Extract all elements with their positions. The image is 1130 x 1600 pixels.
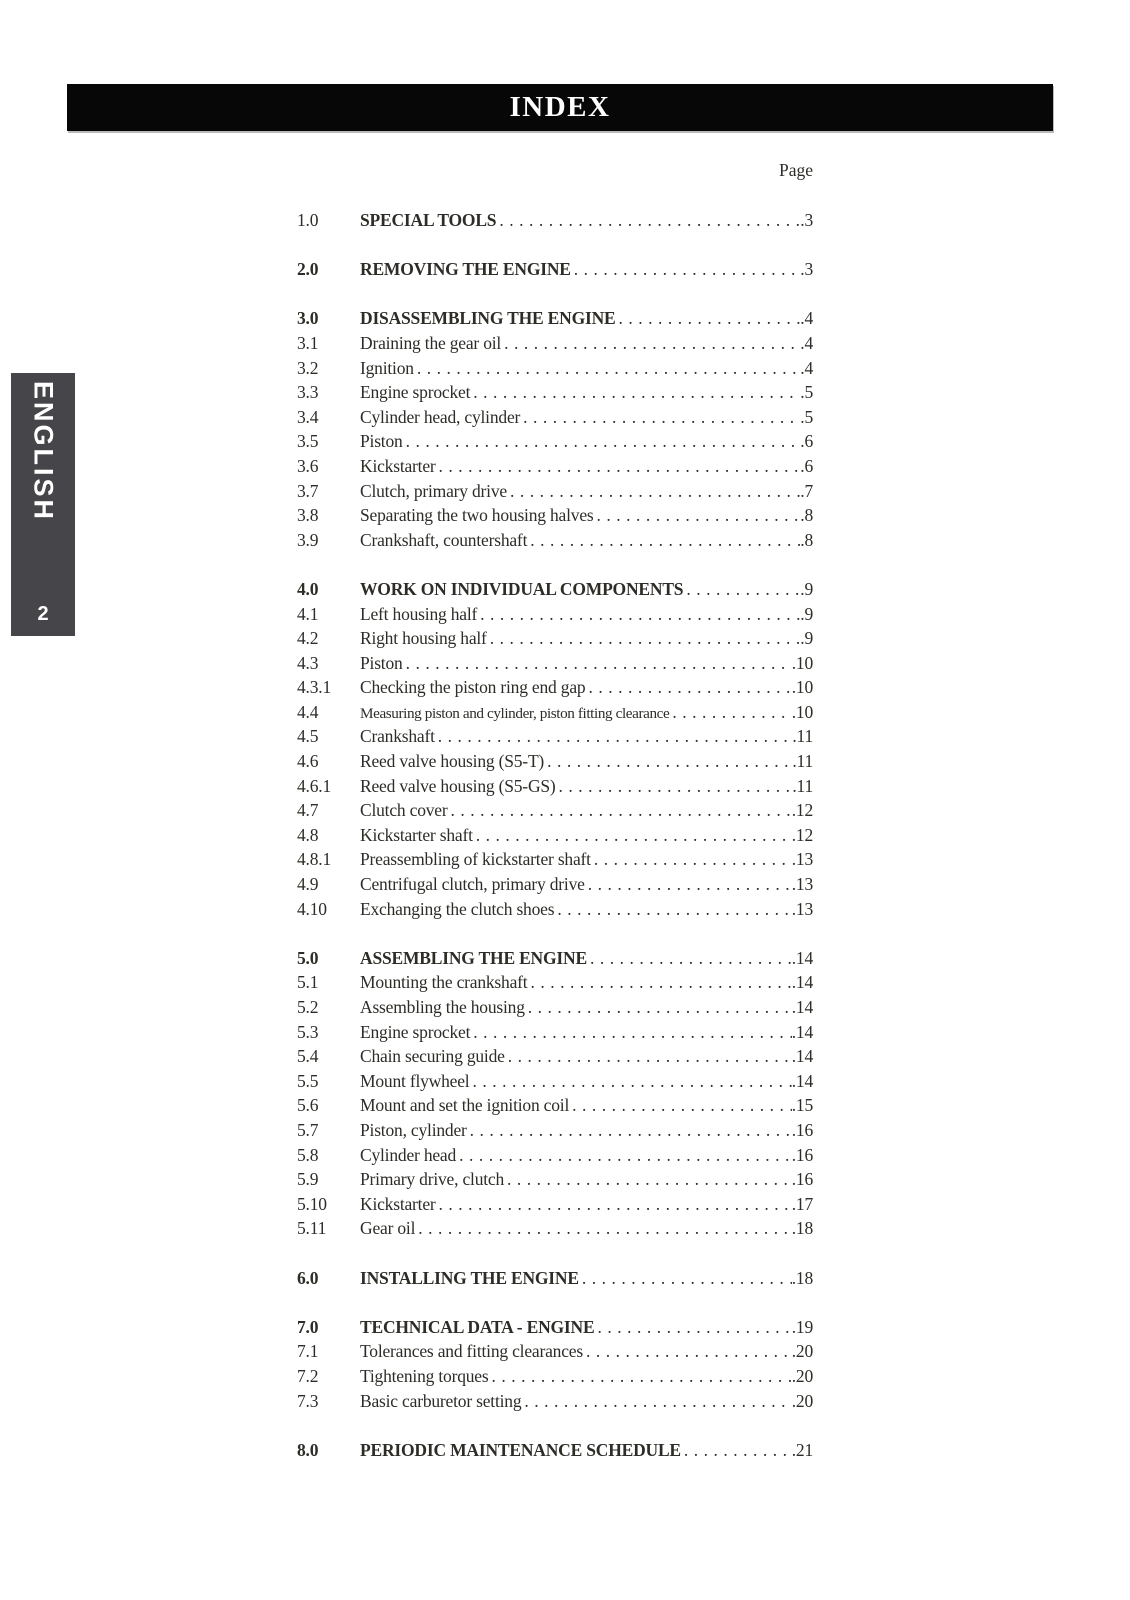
toc-entry-title: Crankshaft <box>360 726 435 747</box>
toc-row <box>297 651 813 676</box>
toc-entry-title: Piston, cylinder <box>360 1119 467 1140</box>
toc-entry-title: Checking the piston ring end gap <box>360 677 586 698</box>
toc-entry-page: . 16 <box>792 1143 813 1168</box>
toc-entry-title: Exchanging the clutch shoes <box>360 898 555 919</box>
toc-entry-number: 7.2 <box>297 1365 319 1386</box>
toc-entry-number: 5.7 <box>297 1119 319 1140</box>
dot-leader <box>510 479 800 504</box>
toc-row <box>297 872 813 897</box>
toc-entry-number: 4.5 <box>297 726 319 747</box>
toc-row <box>297 675 813 700</box>
dot-leader <box>597 1315 791 1340</box>
dot-leader <box>588 872 792 897</box>
toc-entry-number: 2.0 <box>297 259 319 280</box>
dot-leader <box>480 602 800 627</box>
toc-entry-number: 5.3 <box>297 1021 319 1042</box>
toc-entry-title: Kickstarter <box>360 1193 436 1214</box>
toc-row <box>297 479 813 504</box>
toc-row <box>297 724 813 749</box>
toc-row <box>297 970 813 995</box>
toc-entry-number: 4.7 <box>297 800 319 821</box>
toc-entry-page: . 18 <box>792 1266 813 1291</box>
toc-row <box>297 356 813 381</box>
toc-row <box>297 257 813 282</box>
toc-row <box>297 306 813 331</box>
toc-row <box>297 1438 813 1463</box>
toc-row <box>297 208 813 233</box>
dot-leader <box>417 356 800 381</box>
dot-leader <box>586 1339 792 1364</box>
toc-group <box>297 257 813 282</box>
toc-entry-title: Piston <box>360 431 403 452</box>
toc-entry-title: Assembling the housing <box>360 997 525 1017</box>
toc-entry-page: . 14 <box>792 970 813 995</box>
toc-entry-page: . 16 <box>792 1167 813 1192</box>
toc-entry-title: Tightening torques <box>360 1365 489 1386</box>
toc-entry-number: 4.6 <box>297 751 319 772</box>
dot-leader <box>472 1069 791 1094</box>
toc-entry-number: 5.1 <box>297 972 319 993</box>
dot-leader <box>686 577 800 602</box>
toc-entry-title: REMOVING THE ENGINE <box>360 259 571 280</box>
toc-group <box>297 1266 813 1291</box>
toc-entry-title: Centrifugal clutch, primary drive <box>360 874 585 895</box>
toc-entry-page: . 11 <box>792 749 813 774</box>
toc-entry-title: PERIODIC MAINTENANCE SCHEDULE <box>360 1439 681 1460</box>
toc-entry-number: 4.9 <box>297 874 319 895</box>
toc-row <box>297 1143 813 1168</box>
toc-entry-number: 3.4 <box>297 406 319 427</box>
toc-row <box>297 798 813 823</box>
toc-entry-number: 5.4 <box>297 1046 319 1067</box>
toc-row <box>297 847 813 872</box>
toc-entry-title: Gear oil <box>360 1218 416 1239</box>
toc-row <box>297 380 813 405</box>
dot-leader <box>507 1167 792 1192</box>
dot-leader <box>619 306 801 331</box>
toc-row <box>297 1069 813 1094</box>
toc-entry-page: . 13 <box>792 897 813 922</box>
language-tab-label: ENGLISH <box>28 381 59 523</box>
toc-row <box>297 1389 813 1414</box>
toc-entry-number: 3.1 <box>297 332 319 353</box>
toc-entry-page: . 4 <box>800 331 813 356</box>
toc-entry-number: 3.8 <box>297 505 319 526</box>
toc-entry-title: Cylinder head <box>360 1144 457 1165</box>
toc-entry-page: . 6 <box>800 454 813 479</box>
toc-row <box>297 1044 813 1069</box>
toc-entry-page: . 9 <box>800 577 813 602</box>
dot-leader <box>439 454 801 479</box>
toc-entry-title: Kickstarter <box>360 455 436 476</box>
toc-entry-number: 5.8 <box>297 1144 319 1165</box>
toc-entry-page: . 20 <box>792 1339 813 1364</box>
toc-row <box>297 1339 813 1364</box>
dot-leader <box>582 1266 792 1291</box>
toc-row <box>297 1216 813 1241</box>
toc-entry-page: . 14 <box>792 946 813 971</box>
toc-entry-page: . 10 <box>792 700 813 725</box>
toc-entry-title: Mount flywheel <box>360 1070 470 1091</box>
toc-entry-number: 5.0 <box>297 947 319 968</box>
toc-entry-title: TECHNICAL DATA - ENGINE <box>360 1316 595 1337</box>
index-title-bar <box>67 84 1053 131</box>
toc-entry-page: . 3 <box>800 257 813 282</box>
toc-entry-number: 4.1 <box>297 603 319 624</box>
toc-entry-page: . 13 <box>792 872 813 897</box>
toc-row <box>297 528 813 553</box>
toc-entry-number: 4.3.1 <box>297 677 332 698</box>
dot-leader <box>557 897 791 922</box>
dot-leader <box>594 847 792 872</box>
toc-entry-page: . 19 <box>792 1315 813 1340</box>
dot-leader <box>530 970 791 995</box>
toc-entry-page: . 11 <box>792 724 813 749</box>
toc-entry-title: SPECIAL TOOLS <box>360 210 497 230</box>
dot-leader <box>451 798 792 823</box>
toc-entry-page: . 8 <box>800 503 813 528</box>
toc-entry-page: . 18 <box>792 1216 813 1241</box>
language-tab-page-number: 2 <box>37 603 49 625</box>
dot-leader <box>406 429 801 454</box>
toc-entry-title: WORK ON INDIVIDUAL COMPONENTS <box>360 578 684 599</box>
toc-group <box>297 577 813 921</box>
toc-row <box>297 774 813 799</box>
dot-leader <box>524 1389 791 1414</box>
toc-entry-title: DISASSEMBLING THE ENGINE <box>360 308 616 329</box>
toc-entry-number: 4.3 <box>297 652 319 673</box>
toc-row <box>297 577 813 602</box>
toc-entry-title: Basic carburetor setting <box>360 1390 522 1411</box>
toc-entry-title: Clutch, primary drive <box>360 480 507 501</box>
toc-row <box>297 405 813 430</box>
dot-leader <box>530 528 800 553</box>
toc-entry-number: 7.0 <box>297 1316 319 1337</box>
toc-entry-page: . 4 <box>800 356 813 381</box>
dot-leader <box>473 1020 791 1045</box>
dot-leader <box>547 749 792 774</box>
toc-entry-title: Right housing half <box>360 628 487 649</box>
dot-leader <box>523 405 800 430</box>
toc-row <box>297 602 813 627</box>
dot-leader <box>684 1438 792 1463</box>
toc-entry-number: 5.2 <box>297 997 319 1017</box>
toc-entry-page: . 10 <box>792 675 813 700</box>
toc-entry-page: . 14 <box>792 995 813 1020</box>
dot-leader <box>438 724 793 749</box>
toc-entry-page: . 16 <box>792 1118 813 1143</box>
toc-entry-number: 8.0 <box>297 1439 319 1460</box>
toc-entry-number: 3.9 <box>297 529 319 550</box>
toc-entry-number: 4.8.1 <box>297 849 332 870</box>
dot-leader <box>590 946 792 971</box>
toc-row <box>297 749 813 774</box>
toc-entry-title: Mounting the crankshaft <box>360 972 528 993</box>
toc-row <box>297 823 813 848</box>
toc-entry-number: 4.2 <box>297 628 319 649</box>
dot-leader <box>672 700 791 725</box>
toc-entry-title: Kickstarter shaft <box>360 824 473 845</box>
dot-leader <box>508 1044 792 1069</box>
toc-entry-number: 4.6.1 <box>297 775 332 796</box>
dot-leader <box>504 331 800 356</box>
toc-entry-page: . 9 <box>800 602 813 627</box>
toc-entry-page: . 20 <box>792 1364 813 1389</box>
toc-entry-page: . 5 <box>800 380 813 405</box>
toc-row <box>297 503 813 528</box>
page-column-label: Page <box>778 160 813 180</box>
toc-entry-number: 1.0 <box>297 210 319 230</box>
toc-entry-title: Ignition <box>360 357 414 378</box>
dot-leader <box>574 257 800 282</box>
toc-group <box>297 1315 813 1413</box>
toc-row <box>297 897 813 922</box>
dot-leader <box>459 1143 792 1168</box>
toc-entry-title: Piston <box>360 652 403 673</box>
toc-entry-title: Reed valve housing (S5-GS) <box>360 775 556 796</box>
language-tab <box>11 373 75 636</box>
toc-group <box>297 306 813 552</box>
toc-entry-page: . 12 <box>792 823 813 848</box>
toc-entry-page: . 17 <box>792 1192 813 1217</box>
toc-entry-number: 5.6 <box>297 1095 319 1116</box>
toc-row <box>297 1118 813 1143</box>
toc-entry-number: 5.10 <box>297 1193 327 1214</box>
toc-row <box>297 1364 813 1389</box>
toc-entry-page: . 5 <box>800 405 813 430</box>
toc-entry-page: . 15 <box>792 1093 813 1118</box>
dot-leader <box>597 503 801 528</box>
toc-entry-page: . 6 <box>800 429 813 454</box>
toc-entry-number: 7.1 <box>297 1341 319 1362</box>
toc-row <box>297 995 813 1020</box>
dot-leader <box>476 823 792 848</box>
toc-entry-page: . 8 <box>800 528 813 553</box>
toc-entry-number: 4.10 <box>297 898 327 919</box>
toc-entry-page: . 4 <box>800 306 813 331</box>
toc <box>297 208 813 1487</box>
toc-row <box>297 454 813 479</box>
toc-row <box>297 1315 813 1340</box>
toc-entry-title: Draining the gear oil <box>360 332 502 353</box>
toc-entry-title: Mount and set the ignition coil <box>360 1095 570 1116</box>
toc-entry-number: 6.0 <box>297 1267 319 1288</box>
dot-leader <box>528 995 792 1020</box>
toc-entry-number: 5.9 <box>297 1169 319 1190</box>
toc-row <box>297 1020 813 1045</box>
page-title: INDEX <box>509 91 611 123</box>
dot-leader <box>406 651 792 676</box>
dot-leader <box>499 208 800 233</box>
toc-entry-number: 5.5 <box>297 1070 319 1091</box>
toc-entry-title: Primary drive, clutch <box>360 1169 505 1190</box>
toc-entry-number: 3.5 <box>297 431 319 452</box>
toc-entry-number: 7.3 <box>297 1390 319 1411</box>
toc-entry-number: 3.7 <box>297 480 319 501</box>
toc-row <box>297 1266 813 1291</box>
toc-entry-page: . 10 <box>792 651 813 676</box>
toc-row <box>297 626 813 651</box>
toc-group <box>297 1438 813 1463</box>
dot-leader <box>490 626 801 651</box>
toc-entry-page: . 21 <box>792 1438 813 1463</box>
toc-group <box>297 946 813 1241</box>
toc-row <box>297 429 813 454</box>
toc-entry-title: Engine sprocket <box>360 382 471 403</box>
toc-entry-title: INSTALLING THE ENGINE <box>360 1267 579 1288</box>
toc-entry-title: Preassembling of kickstarter shaft <box>360 849 591 870</box>
toc-entry-title: Separating the two housing halves <box>360 505 594 526</box>
toc-row <box>297 1167 813 1192</box>
toc-entry-title: Clutch cover <box>360 800 448 821</box>
toc-entry-title: Left housing half <box>360 603 478 624</box>
toc-entry-page: . 9 <box>800 626 813 651</box>
toc-entry-number: 3.6 <box>297 455 319 476</box>
toc-entry-page: . 7 <box>800 479 813 504</box>
toc-entry-title: ASSEMBLING THE ENGINE <box>360 947 587 968</box>
toc-entry-number: 3.0 <box>297 308 319 329</box>
toc-row <box>297 331 813 356</box>
dot-leader <box>470 1118 792 1143</box>
dot-leader <box>439 1192 792 1217</box>
toc-row <box>297 1192 813 1217</box>
toc-entry-page: . 14 <box>792 1069 813 1094</box>
toc-entry-title: Cylinder head, cylinder <box>360 406 521 427</box>
toc-row <box>297 946 813 971</box>
toc-entry-number: 4.0 <box>297 578 319 599</box>
toc-row <box>297 700 813 725</box>
dot-leader <box>588 675 791 700</box>
dot-leader <box>491 1364 791 1389</box>
toc-entry-number: 5.11 <box>297 1218 327 1239</box>
toc-entry-page: . 13 <box>792 847 813 872</box>
toc-entry-title: Chain securing guide <box>360 1046 505 1067</box>
toc-group <box>297 208 813 233</box>
toc-entry-number: 4.8 <box>297 824 319 845</box>
toc-entry-page: . 3 <box>800 208 813 233</box>
toc-entry-page: . 14 <box>792 1044 813 1069</box>
dot-leader <box>473 380 800 405</box>
toc-entry-page: . 12 <box>792 798 813 823</box>
toc-entry-page: . 20 <box>792 1389 813 1414</box>
toc-row <box>297 1093 813 1118</box>
toc-entry-number: 3.2 <box>297 357 319 378</box>
toc-entry-title: Measuring piston and cylinder, piston fitting clearance <box>360 704 670 722</box>
toc-entry-title: Engine sprocket <box>360 1021 471 1042</box>
toc-entry-number: 3.3 <box>297 382 319 403</box>
toc-entry-title: Crankshaft, countershaft <box>360 529 528 550</box>
toc-entry-page: . 14 <box>792 1020 813 1045</box>
dot-leader <box>572 1093 792 1118</box>
dot-leader <box>559 774 793 799</box>
toc-entry-title: Reed valve housing (S5-T) <box>360 751 545 772</box>
toc-entry-page: . 11 <box>792 774 813 799</box>
dot-leader <box>418 1216 791 1241</box>
toc-entry-title: Tolerances and fitting clearances <box>360 1341 583 1362</box>
toc-entry-number: 4.4 <box>297 701 319 722</box>
